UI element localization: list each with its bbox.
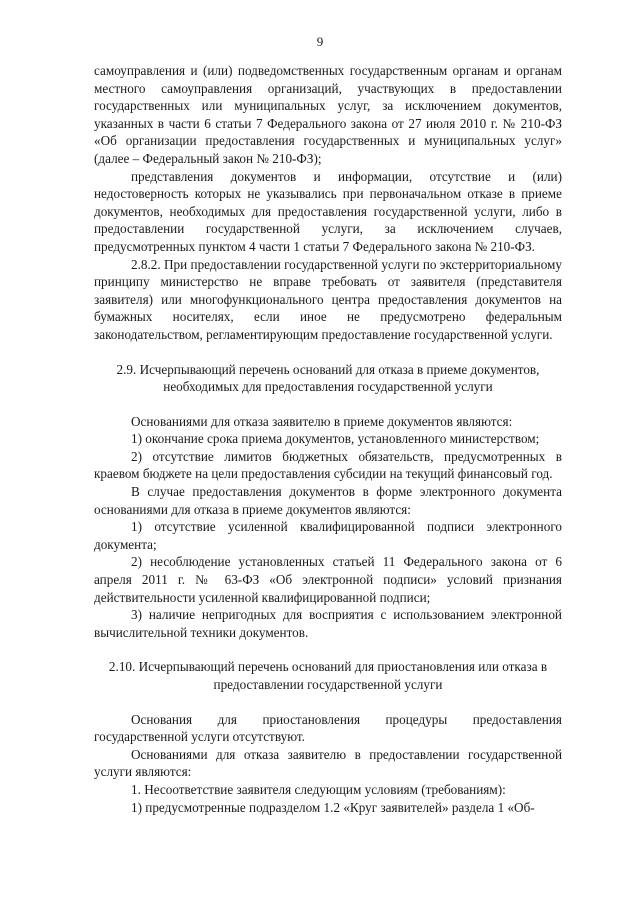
paragraph: Основания для приостановления процедуры предоставления государственной услуги отсутствуют. bbox=[94, 711, 562, 745]
section-heading-2-10: 2.10. Исчерпывающий перечень оснований для приостановления или отказа в предоставлении государственной услуги bbox=[108, 659, 548, 692]
list-item: 3) наличие непригодных для восприятия с использованием электронной вычислительной техники документов. bbox=[94, 607, 562, 640]
paragraph: Основаниями для отказа заявителю в предоставлении государственной услуги являются: bbox=[94, 746, 562, 780]
list-item: 2) отсутствие лимитов бюджетных обязательств, предусмотренных в краевом бюджете на цели предоставления субсидии на текущий финансовый год. bbox=[94, 448, 562, 482]
paragraph: 2.8.2. При предоставлении государственной услуги по экстерриториальному принципу министерство не вправе требовать от заявителя (представителя заявителя) или многофункционального центра предоставления документов на бумажных носителях, если иное не предусмотрено федеральным законодательством, регламентирующим предоставление государственной услуги. bbox=[94, 256, 562, 342]
paragraph: В случае предоставления документов в форме электронного документа основаниями для отказа в приеме документов являются: bbox=[94, 484, 562, 517]
list-item: 1) окончание срока приема документов, установленного министерством; bbox=[131, 431, 540, 447]
list-item: 1) предусмотренные подразделом 1.2 «Круг заявителей» раздела 1 «Об- bbox=[131, 799, 535, 815]
paragraph: самоуправления и (или) подведомственных государственным органам и органам местного самоуправления организаций, участвующих в предоставлении государственных или муниципальных услуг, за исключением документов, указанных в части 6 статьи 7 Федерального закона от 27 июля 2010 г. № 210-ФЗ «Об организации предоставления государственных и муниципальных услуг» (далее – Федеральный закон № 210-ФЗ); bbox=[94, 63, 562, 166]
paragraph: представления документов и информации, отсутствие и (или) недостоверность которых не указывались при первоначальном отказе в приеме документов, необходимых для предоставления государственной услуги, либо в предоставлении государственной услуги, за исключением случаев, предусмотренных пунктом 4 части 1 статьи 7 Федерального закона № 210-ФЗ. bbox=[94, 168, 562, 254]
section-heading-2-9: 2.9. Исчерпывающий перечень оснований для отказа в приеме документов, необходимых для предоставления государственной услуги bbox=[116, 361, 540, 395]
document-body bbox=[94, 62, 562, 816]
list-item: 1) отсутствие усиленной квалифицированной подписи электронного документа; bbox=[94, 519, 562, 552]
page-number: 9 bbox=[316, 34, 324, 49]
paragraph: Основаниями для отказа заявителю в приеме документов являются: bbox=[131, 413, 513, 429]
list-item: 2) несоблюдение установленных статьей 11 Федерального закона от 6 апреля 2011 г. № 63-ФЗ «Об электронной подписи» условий признания действительности усиленной квалифицированной подписи; bbox=[94, 554, 562, 605]
list-item: 1. Несоответствие заявителя следующим условиям (требованиям): bbox=[131, 781, 506, 797]
